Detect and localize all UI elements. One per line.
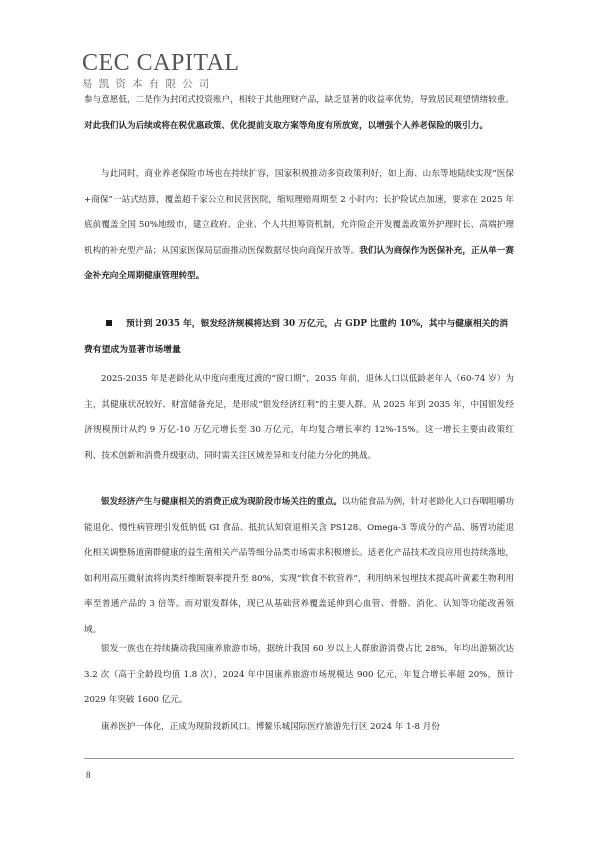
footer-divider — [84, 758, 514, 759]
paragraph-2-text: 与此同时，商业养老保险市场也在持续扩容，国家积极推动多资政策利好，如上海、山东等地陆续实现“医保+商保”一站式结算，覆盖超千家公立和民营医院，缩短理赔周期至 2 小时内；长护险试点加速，要求在 2025 年底前覆盖全国 50%地级市，建立政府、企业、个人共担筹资机制，允许险企开发覆盖政策外护理时长、高端护理机构的补充型产品；从国家医保局层面推动医保数据尽快向商保开放等。 — [84, 169, 514, 256]
bullet-heading — [84, 312, 514, 363]
paragraph-3 — [84, 367, 514, 469]
paragraph-5 — [84, 637, 514, 714]
company-logo-title: CEC CAPITAL — [82, 50, 240, 76]
page-number: 8 — [86, 770, 91, 780]
paragraph-6-text: 康养医护一体化，正成为现阶段新风口。博鳌乐城国际医疗旅游先行区 2024 年 1-8 月份 — [101, 722, 440, 732]
paragraph-1 — [84, 88, 514, 139]
paragraph-4-text: 以功能食品为例，针对老龄化人口吞咽咀嚼功能退化、慢性病管理引发低钠低 GI 食品、抵抗认知衰退相关含 PS128、Omega-3 等成分的产品、肠胃功能退化相关调整肠道菌群健康的益生菌相关产品等细分品类市场需求积极增长。适老化产品技术改良应用也持续落地，如利用高压微射流将肉类纤维断裂率提升至 80%，实现“软食不软营养”，利用纳米包埋技术提高叶黄素生物利用率至普通产品的 3 倍等。而对银发群体，现已从基础营养覆盖延伸到心血管、骨骼、消化、认知等功能改善领域。 — [84, 497, 514, 635]
page-header — [82, 52, 240, 91]
paragraph-6 — [84, 715, 514, 741]
bullet-heading-text: 预计到 2035 年，银发经济规模将达到 30 万亿元，占 GDP 比重约 10%，其中与健康相关的消费有望成为显著市场增量 — [84, 319, 509, 355]
paragraph-1-text: 参与意愿低，二是作为封闭式投资账户，相较于其他理财产品，缺乏显著的收益率优势，导致居民观望情绪较重。 — [84, 95, 514, 105]
paragraph-4 — [84, 490, 514, 643]
paragraph-4-emphasis: 银发经济产生与健康相关的消费正成为现阶段市场关注的重点。 — [101, 497, 342, 507]
bullet-square-icon — [106, 320, 112, 326]
paragraph-2 — [84, 162, 514, 290]
paragraph-3-text: 2025-2035 年是老龄化从中度向重度过渡的“窗口期”，2035 年前，退休人口以低龄老年人（60-74 岁）为主，其健康状况较好、财富储备充足，是形成“银发经济红利”的主要人群。从 2025 年到 2035 年，中国银发经济规模预计从约 9 万亿-10 万亿元增长至 30 万亿元，年均复合增长率约 12%-15%。这一增长主要由政策红利、技术创新和消费升级驱动，同时需关注区域差异和支付能力分化的挑战。 — [84, 374, 514, 461]
paragraph-5-text: 银发一族也在持续撬动我国康养旅游市场，据统计我国 60 岁以上人群旅游消费占比 28%，年均出游频次达 3.2 次（高于全龄段均值 1.8 次），2024 年中国康养旅游市场规模达 900 亿元，年复合增长率超 20%，预计 2029 年突破 1600 亿元。 — [84, 644, 514, 705]
paragraph-2-emphasis: 我们认为商保作为医保补充，正从单一赛金补充向全周期健康管理转型。 — [84, 245, 514, 281]
company-logo-subtitle: 易凯资本有限公司 — [82, 78, 216, 90]
paragraph-1-emphasis: 对此我们认为后续或将在税优惠政策、优化提前支取方案等角度有所放宽，以增强个人养老保险的吸引力。 — [84, 120, 488, 131]
